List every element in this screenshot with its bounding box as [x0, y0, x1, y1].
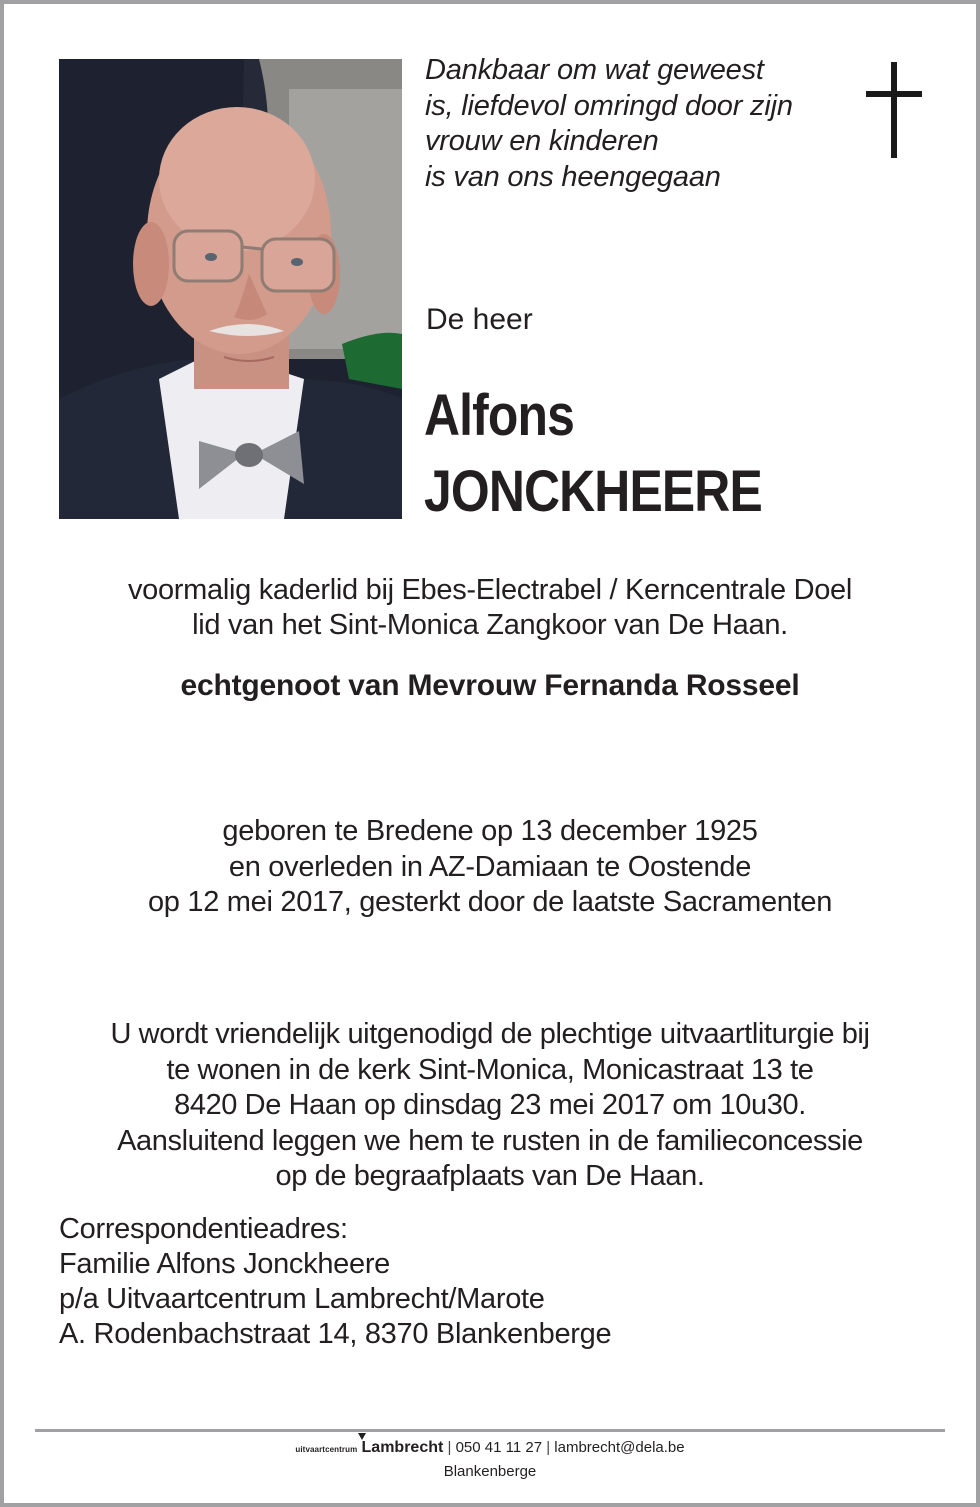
cross-horizontal-bar	[866, 91, 922, 97]
brand-prefix: uitvaartcentrum	[295, 1445, 358, 1454]
brand-name: Lambrecht	[361, 1439, 444, 1456]
last-name: JONCKHEERE	[424, 459, 762, 524]
verse-line: is van ons heengegaan	[425, 160, 721, 193]
funeral-line: te wonen in de kerk Sint-Monica, Monicastraat 13 te	[166, 1053, 814, 1086]
footer-contact-line	[0, 1437, 980, 1461]
verse	[425, 53, 855, 195]
funeral-line: Aansluitend leggen we hem te rusten in de familieconcessie	[117, 1124, 863, 1157]
occupation-line: voormalig kaderlid bij Ebes-Electrabel / Kerncentrale Doel	[127, 574, 853, 606]
triangle-marker-icon	[358, 1433, 366, 1440]
deceased-name	[424, 378, 762, 530]
footer-divider	[35, 1429, 945, 1432]
correspondence-line: Correspondentieadres:	[59, 1213, 348, 1245]
funeral-invitation	[40, 1017, 940, 1195]
life-line: geboren te Bredene op 13 december 1925	[222, 815, 758, 847]
funeral-line: 8420 De Haan op dinsdag 23 mei 2017 om 10u30.	[174, 1089, 806, 1121]
occupation	[40, 573, 940, 643]
brand-logo	[362, 1439, 444, 1456]
verse-line: is, liefdevol omringd door zijn	[425, 89, 793, 122]
correspondence-address	[59, 1212, 611, 1352]
email-link[interactable]: lambrecht@dela.be	[554, 1439, 685, 1456]
funeral-line: op de begraafplaats van De Haan.	[275, 1160, 705, 1192]
funeral-line: U wordt vriendelijk uitgenodigd de plechtige uitvaartliturgie bij	[110, 1018, 870, 1050]
separator: |	[546, 1439, 551, 1456]
verse-line: vrouw en kinderen	[425, 125, 659, 157]
cross-icon	[866, 62, 922, 158]
correspondence-line: Familie Alfons Jonckheere	[59, 1248, 390, 1280]
salutation: De heer	[426, 303, 533, 336]
life-line: en overleden in AZ-Damiaan te Oostende	[228, 850, 752, 883]
occupation-line: lid van het Sint-Monica Zangkoor van De Haan.	[192, 609, 788, 641]
footer-city: Blankenberge	[443, 1463, 537, 1480]
spouse	[40, 667, 940, 705]
portrait-photo	[59, 59, 402, 519]
correspondence-line: A. Rodenbachstraat 14, 8370 Blankenberge	[59, 1318, 612, 1350]
separator: |	[447, 1439, 452, 1456]
footer	[0, 1437, 980, 1483]
spouse-line: echtgenoot van Mevrouw Fernanda Rosseel	[180, 669, 800, 702]
life-details	[40, 814, 940, 921]
verse-line: Dankbaar om wat geweest	[425, 54, 764, 86]
cross-vertical-bar	[891, 62, 897, 158]
life-line: op 12 mei 2017, gesterkt door de laatste Sacramenten	[147, 886, 833, 918]
phone-number[interactable]: 050 41 11 27	[455, 1439, 543, 1456]
first-name: Alfons	[424, 383, 575, 448]
correspondence-line: p/a Uitvaartcentrum Lambrecht/Marote	[59, 1283, 545, 1315]
